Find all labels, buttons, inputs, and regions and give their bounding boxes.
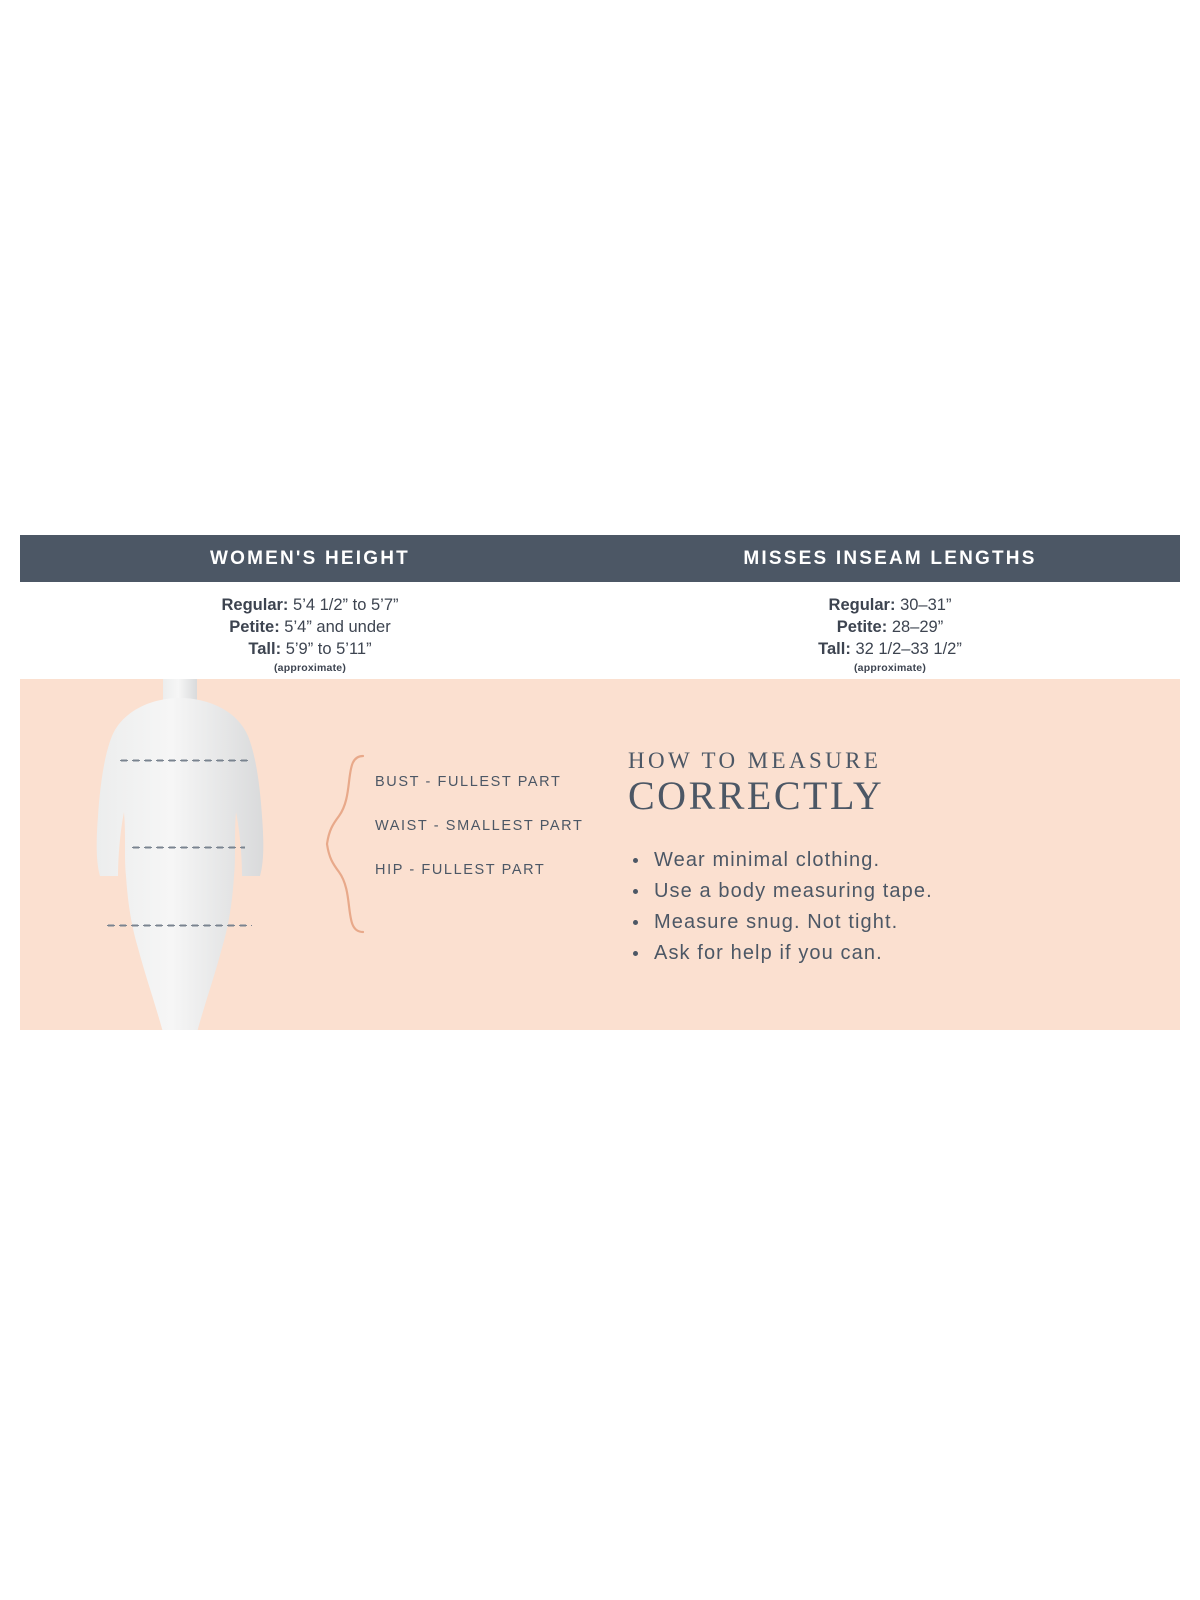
inseam-tall-value: 32 1/2–33 1/2” <box>855 640 962 658</box>
tip-item: Wear minimal clothing. <box>628 845 1148 876</box>
tip-item: Use a body measuring tape. <box>628 876 1148 907</box>
inseam-regular-label: Regular: <box>828 596 896 614</box>
measure-panel <box>20 679 1180 1030</box>
inseam-petite-label: Petite: <box>836 618 888 636</box>
inseam-regular-line <box>829 594 952 616</box>
inseam-tall-label: Tall: <box>818 640 851 658</box>
height-tall-value: 5’9” to 5’11” <box>285 640 372 658</box>
inseam-regular-value: 30–31” <box>900 596 952 614</box>
how-to-measure-tips <box>628 845 1148 969</box>
height-petite-value: 5’4” and under <box>284 618 391 636</box>
height-regular-label: Regular: <box>221 596 289 614</box>
height-regular-line <box>221 594 398 616</box>
size-guide-chart <box>20 535 1180 1030</box>
how-to-measure-kicker: HOW TO MEASURE <box>628 748 882 773</box>
table-header-row <box>20 535 1180 582</box>
womens-height-values <box>20 582 600 679</box>
how-to-measure-section <box>628 749 1148 969</box>
measure-point-waist: WAIST - SMALLEST PART <box>375 818 584 834</box>
inseam-approximate-note: (approximate) <box>853 662 927 674</box>
height-regular-value: 5’4 1/2” to 5’7” <box>293 596 399 614</box>
column-header-womens-height: WOMEN'S HEIGHT <box>210 547 410 569</box>
height-approximate-note: (approximate) <box>273 662 347 674</box>
female-silhouette-icon <box>60 679 300 1030</box>
bust-dotted-line <box>118 759 250 762</box>
tip-item: Measure snug. Not tight. <box>628 907 1148 938</box>
measure-point-labels <box>375 774 635 906</box>
tip-item: Ask for help if you can. <box>628 938 1148 969</box>
height-tall-line <box>248 638 371 660</box>
measure-point-bust: BUST - FULLEST PART <box>375 774 562 790</box>
inseam-tall-line <box>818 638 962 660</box>
height-petite-line <box>229 616 390 638</box>
inseam-petite-line <box>837 616 943 638</box>
curly-brace-icon <box>325 754 370 934</box>
height-tall-label: Tall: <box>248 640 282 658</box>
table-values-row <box>20 582 1180 679</box>
waist-dotted-line <box>130 846 245 849</box>
column-header-misses-inseam-lengths: MISSES INSEAM LENGTHS <box>743 547 1037 569</box>
measure-point-hip: HIP - FULLEST PART <box>375 862 546 878</box>
misses-inseam-values <box>600 582 1180 679</box>
height-petite-label: Petite: <box>229 618 280 636</box>
inseam-petite-value: 28–29” <box>891 618 944 636</box>
hip-dotted-line <box>105 924 252 927</box>
how-to-measure-title: CORRECTLY <box>628 773 885 818</box>
